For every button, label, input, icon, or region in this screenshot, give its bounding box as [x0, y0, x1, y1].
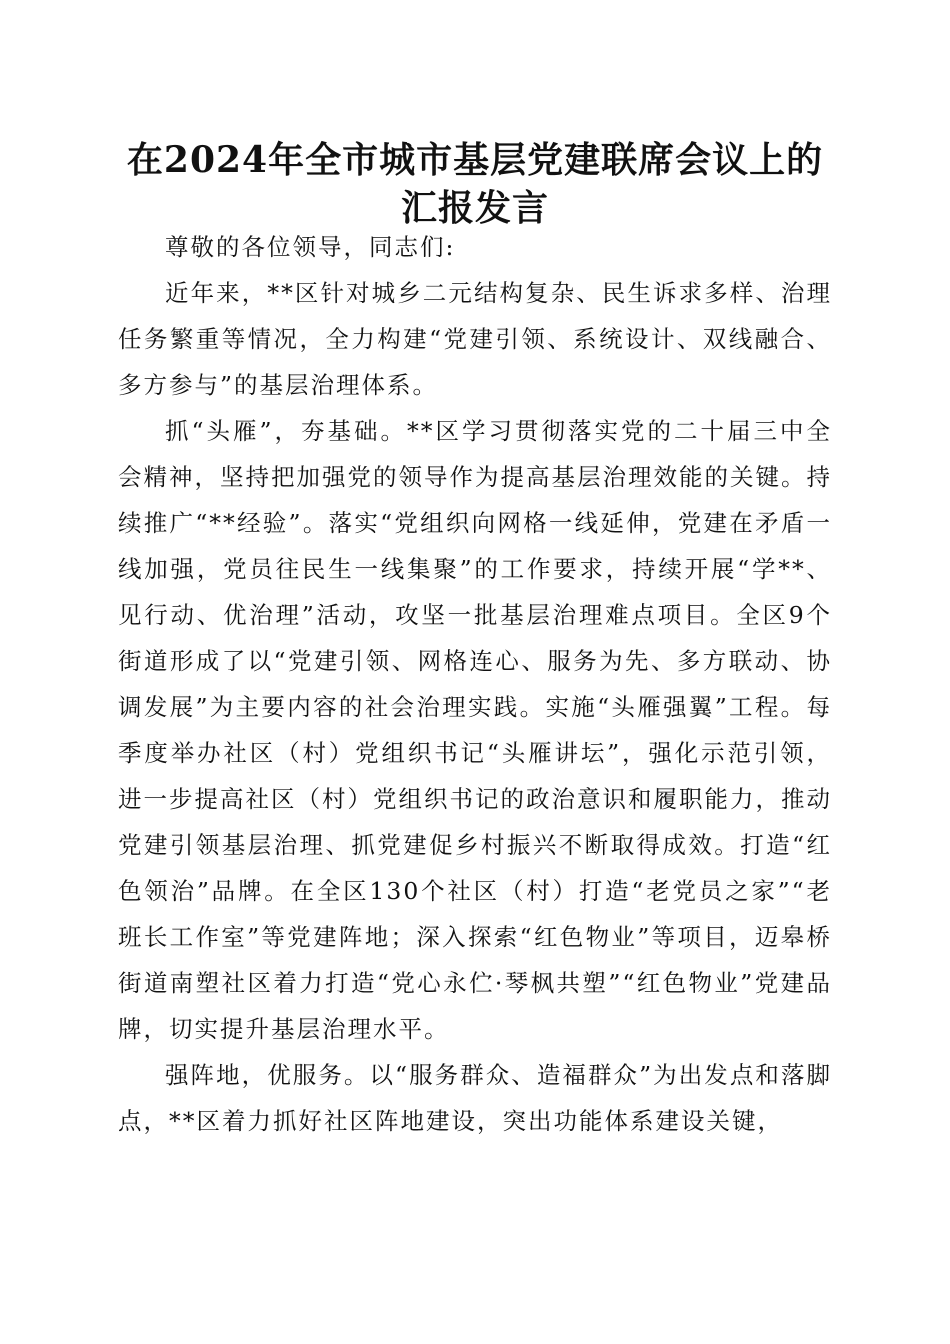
paragraph-intro: 近年来，**区针对城乡二元结构复杂、民生诉求多样、治理任务繁重等情况，全力构建“党建引领、系统设计、双线融合、多方参与”的基层治理体系。: [118, 279, 832, 399]
paragraph-lead-geese: 抓“头雁”，夯基础。**区学习贯彻落实党的二十届三中全会精神，坚持把加强党的领导作为提高基层治理效能的关键。持续推广“**经验”。落实“党组织向网格一线延伸，党建在矛盾一线加强，党员往民生一线集聚”的工作要求，持续开展“学**、见行动、优治理”活动，攻坚一批基层治理难点项目。全区9个街道形成了以“党建引领、网格连心、服务为先、多方联动、协调发展”为主要内容的社会治理实践。实施“头雁强翼”工程。每季度举办社区（村）党组织书记“头雁讲坛”，强化示范引领，进一步提高社区（村）党组织书记的政治意识和履职能力，推动党建引领基层治理、抓党建促乡村振兴不断取得成效。打造“红色领治”品牌。在全区130个社区（村）打造“老党员之家”“老班长工作室”等党建阵地；深入探索“红色物业”等项目，迈皋桥街道南塑社区着力打造“党心永伫·琴枫共塑”“红色物业”党建品牌，切实提升基层治理水平。: [118, 417, 832, 1043]
paragraph-strengthen-positions: 强阵地，优服务。以“服务群众、造福群众”为出发点和落脚点，**区着力抓好社区阵地建设，突出功能体系建设关键，: [118, 1061, 832, 1135]
document-title: 在2024年全市城市基层党建联席会议上的汇报发言: [126, 139, 824, 229]
salutation: 尊敬的各位领导，同志们:: [165, 233, 456, 261]
document-body: [118, 224, 832, 1144]
